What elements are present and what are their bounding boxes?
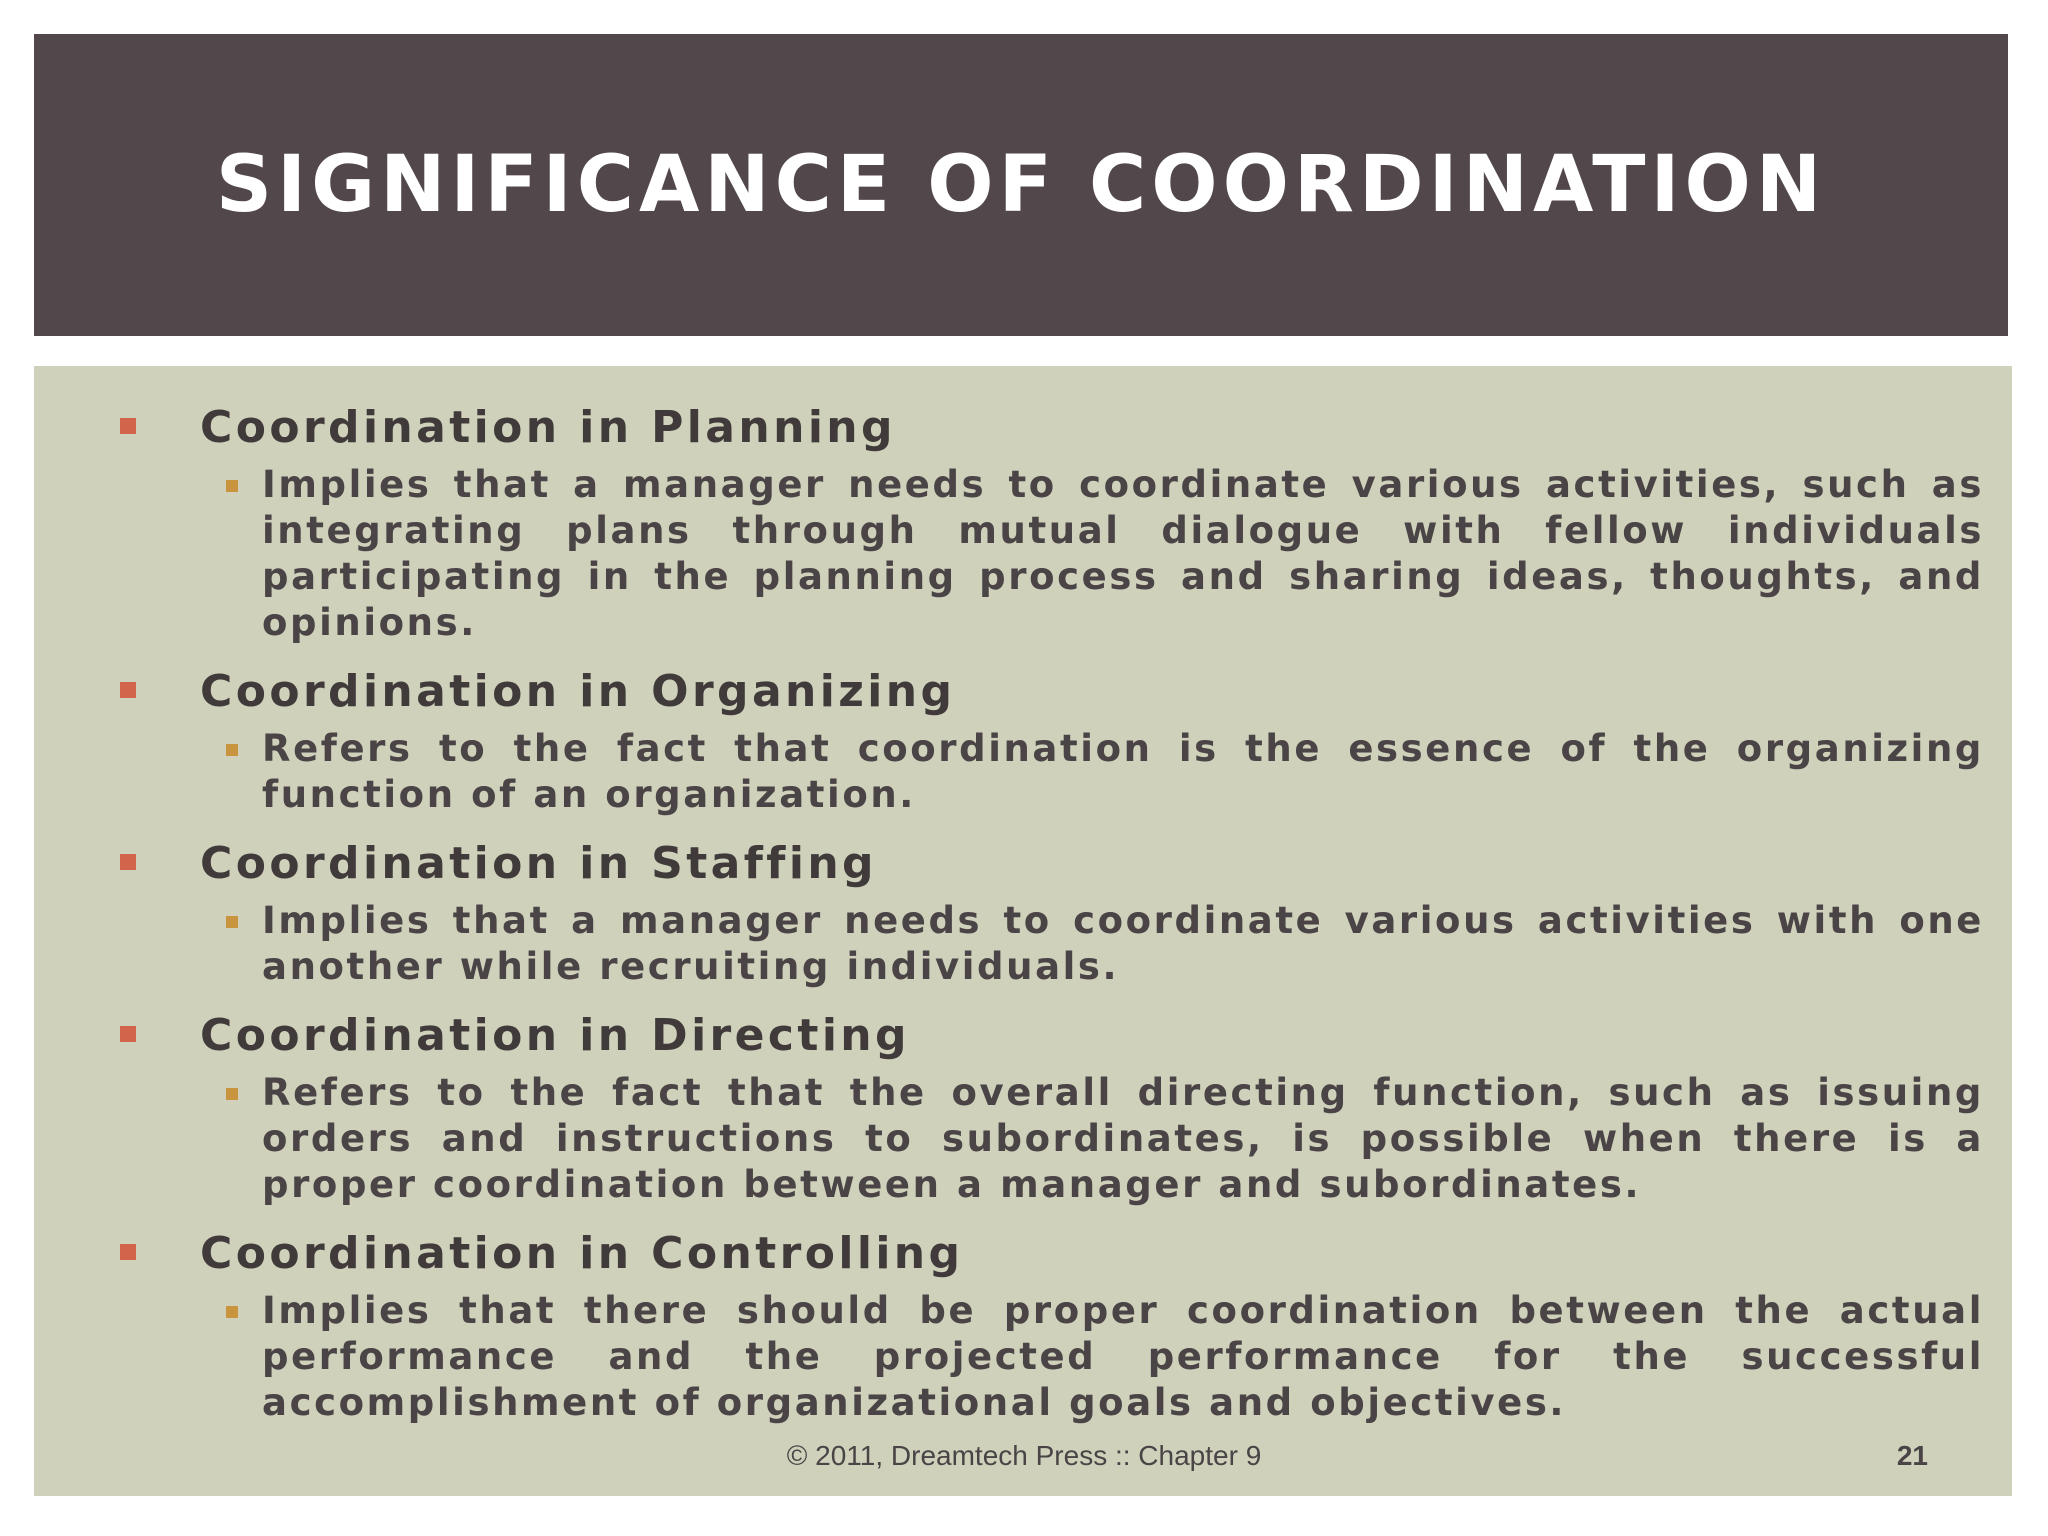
sub-bullet-list	[262, 898, 1984, 1004]
sub-bullet-list	[262, 1288, 1984, 1440]
bullet-item-staffing	[120, 832, 1984, 1004]
bullet-heading: Coordination in Organizing	[200, 666, 956, 717]
sub-bullet-item	[262, 726, 1984, 818]
bullet-detail: Refers to the fact that the overall directing function, such as issuing orders and instructions to subordinates, is possible when there is a proper coordination between a manager and subordinates.	[262, 1071, 1984, 1206]
sub-bullet-list	[262, 726, 1984, 832]
square-bullet-icon	[120, 682, 136, 698]
bullet-detail: Implies that a manager needs to coordinate various activities, such as integrating plans through mutual dialogue with fellow individuals participating in the planning process and sharing ideas, thoughts, and opinions.	[262, 463, 1984, 644]
bullet-item-directing	[120, 1004, 1984, 1222]
square-bullet-icon	[120, 1244, 136, 1260]
small-square-bullet-icon	[226, 480, 238, 492]
square-bullet-icon	[120, 418, 136, 434]
sub-bullet-item	[262, 1070, 1984, 1208]
small-square-bullet-icon	[226, 916, 238, 928]
title-band	[34, 34, 2008, 336]
slide-footer: © 2011, Dreamtech Press :: Chapter 9	[786, 1440, 1262, 1471]
small-square-bullet-icon	[226, 1088, 238, 1100]
bullet-heading: Coordination in Directing	[200, 1010, 910, 1061]
bullet-heading: Coordination in Planning	[200, 402, 896, 453]
bullet-list	[120, 396, 1984, 1440]
sub-bullet-item	[262, 462, 1984, 646]
bullet-heading: Coordination in Staffing	[200, 838, 877, 889]
sub-bullet-item	[262, 898, 1984, 990]
sub-bullet-list	[262, 462, 1984, 660]
bullet-detail: Refers to the fact that coordination is the essence of the organizing function of an organization.	[262, 727, 1984, 816]
bullet-item-planning	[120, 396, 1984, 660]
bullet-detail: Implies that there should be proper coordination between the actual performance and the projected performance for the successful accomplishment of organizational goals and objectives.	[262, 1289, 1984, 1424]
square-bullet-icon	[120, 1026, 136, 1042]
bullet-detail: Implies that a manager needs to coordinate various activities with one another while recruiting individuals.	[262, 899, 1984, 988]
page-number: 21	[1896, 1440, 1928, 1471]
sub-bullet-item	[262, 1288, 1984, 1426]
slide-title: SIGNIFICANCE OF COORDINATION	[215, 140, 1827, 230]
small-square-bullet-icon	[226, 1306, 238, 1318]
content-panel	[34, 366, 2012, 1496]
small-square-bullet-icon	[226, 744, 238, 756]
sub-bullet-list	[262, 1070, 1984, 1222]
bullet-item-organizing	[120, 660, 1984, 832]
bullet-heading: Coordination in Controlling	[200, 1228, 964, 1279]
square-bullet-icon	[120, 854, 136, 870]
bullet-item-controlling	[120, 1222, 1984, 1440]
